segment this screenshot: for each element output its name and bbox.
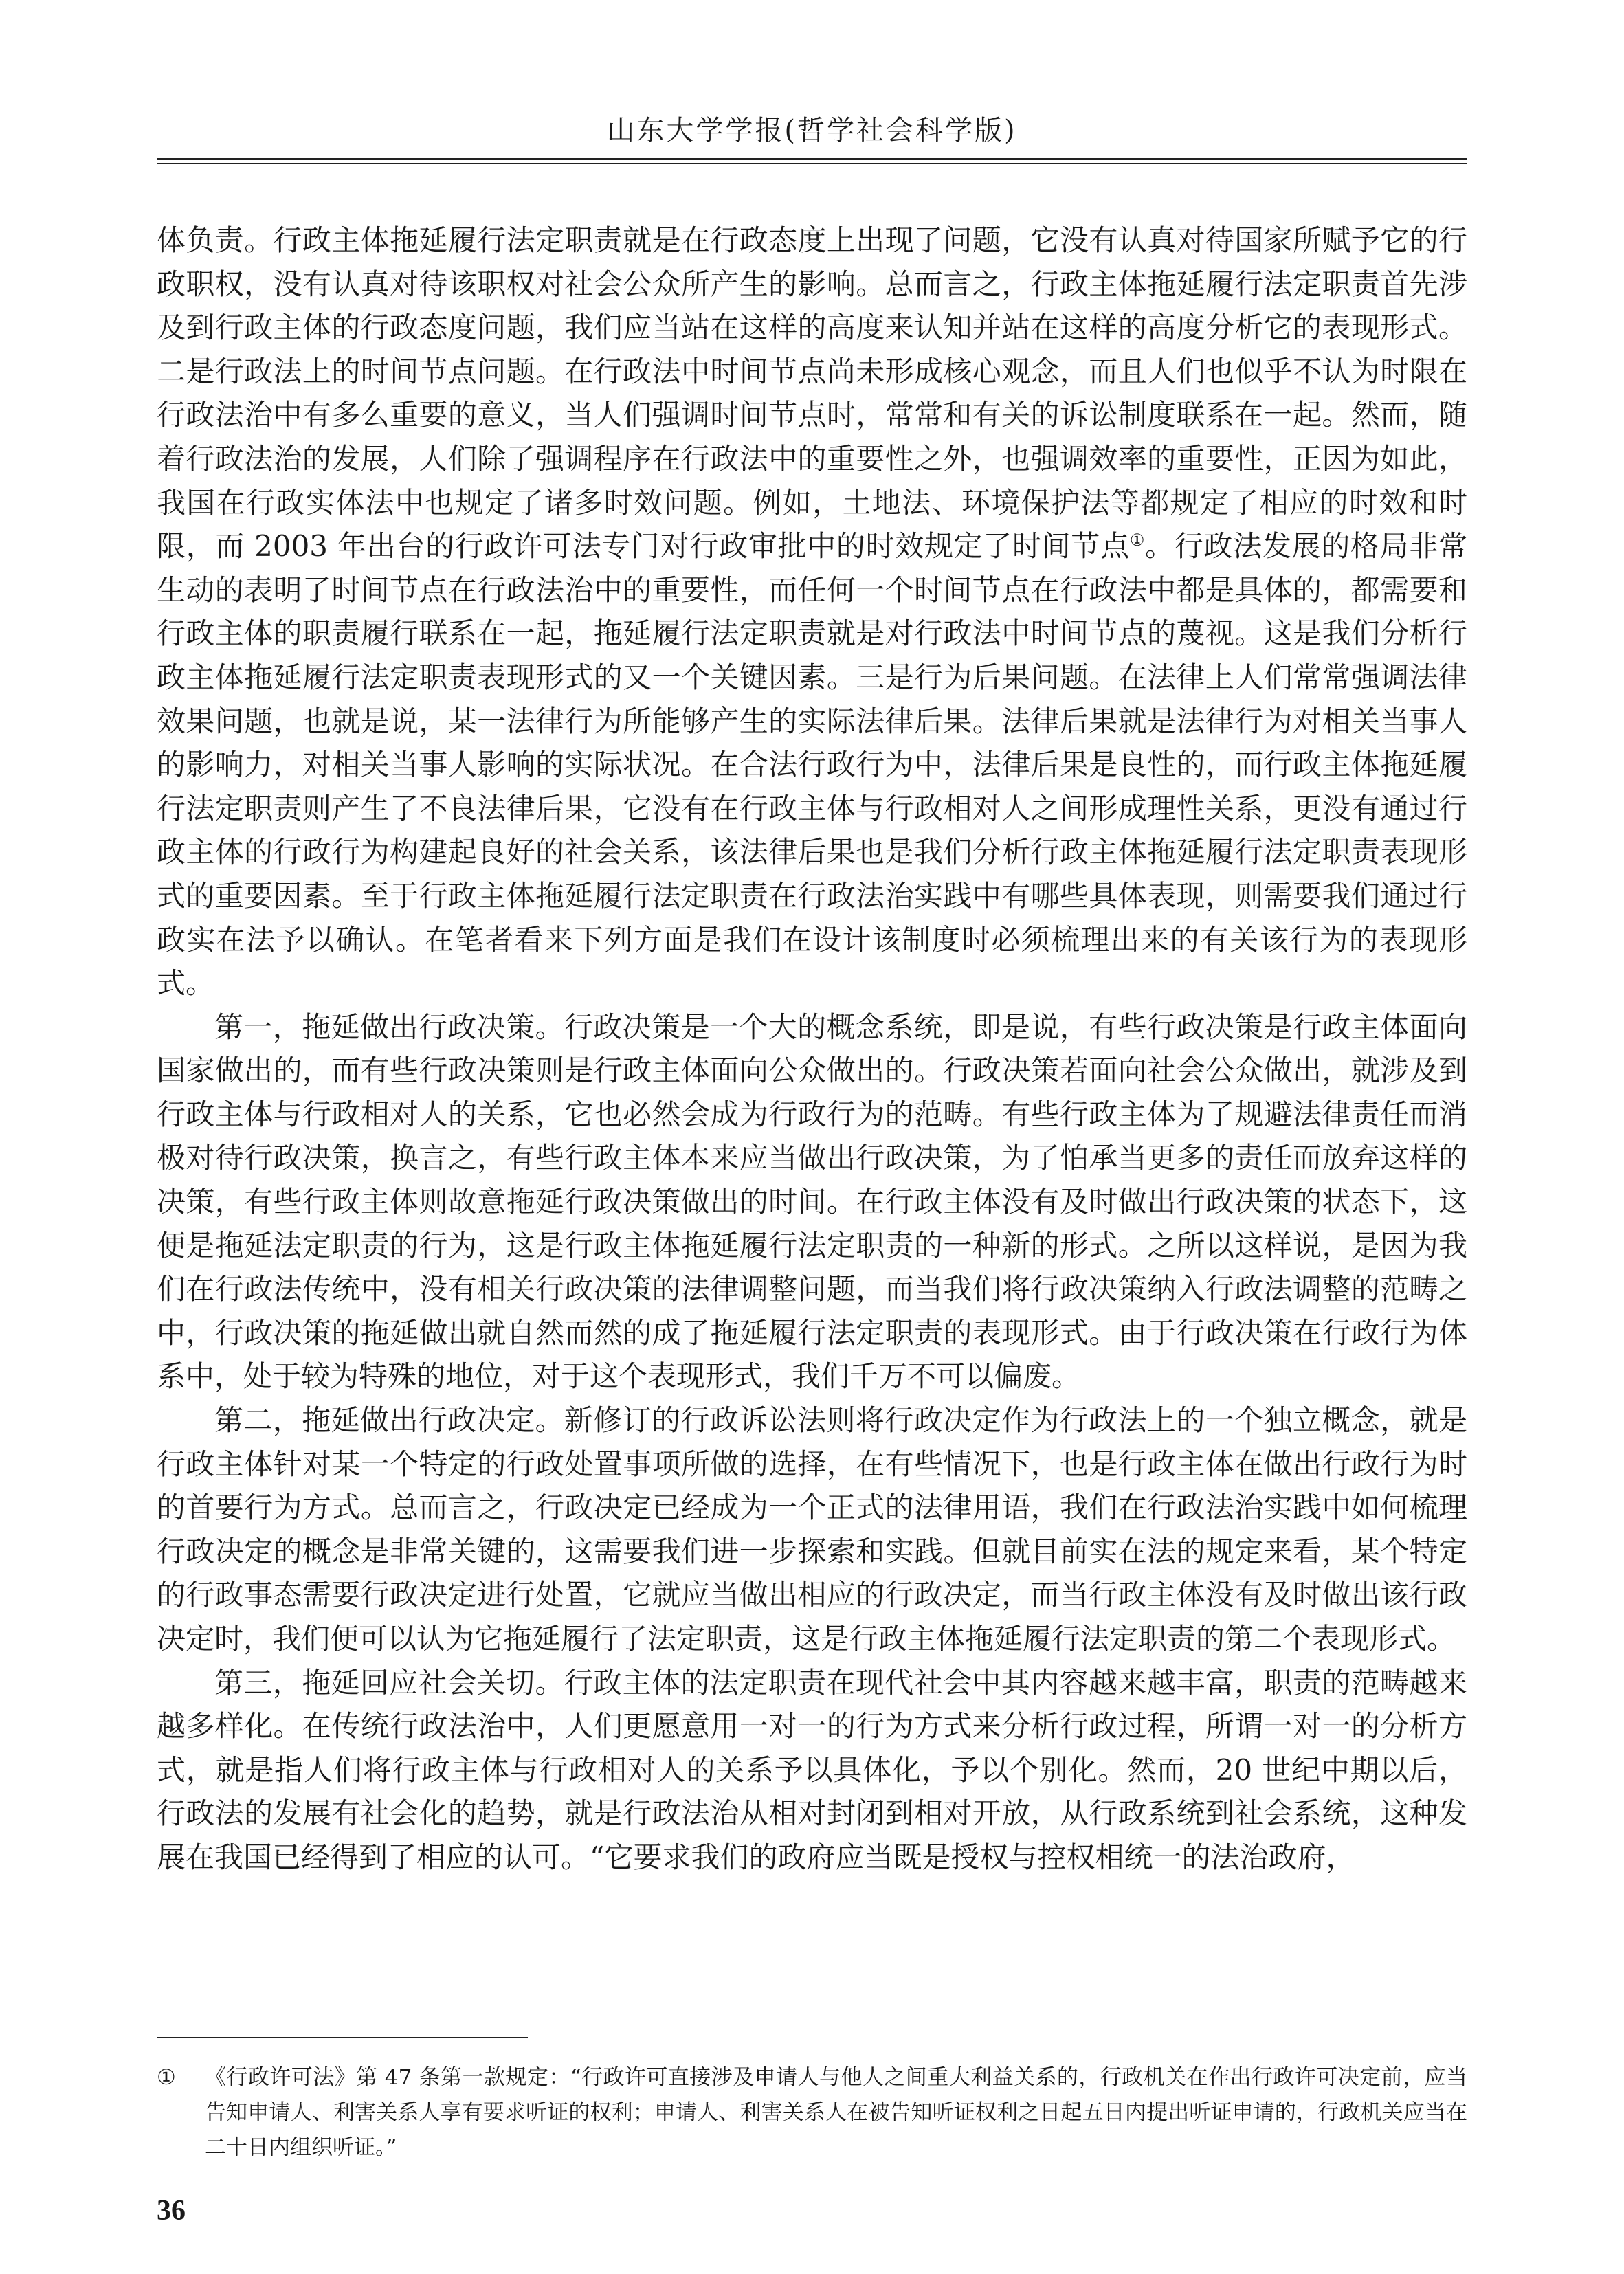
- article-body: [157, 219, 1467, 1880]
- paragraph-text-after-footnote: 。行政法发展的格局非常生动的表明了时间节点在行政法治中的重要性，而任何一个时间节点在行政法中都是具体的，都需要和行政主体的职责履行联系在一起，拖延履行法定职责就是对行政法中时间节点的蔑视。这是我们分析行政主体拖延履行法定职责表现形式的又一个关键因素。三是行为后果问题。在法律上人们常常强调法律效果问题，也就是说，某一法律行为所能够产生的实际法律后果。法律后果就是法律行为对相关当事人的影响力，对相关当事人影响的实际状况。在合法行政行为中，法律后果是良性的，而行政主体拖延履行法定职责则产生了不良法律后果，它没有在行政主体与行政相对人之间形成理性关系，更没有通过行政主体的行政行为构建起良好的社会关系，该法律后果也是我们分析行政主体拖延履行法定职责表现形式的重要因素。至于行政主体拖延履行法定职责在行政法治实践中有哪些具体表现，则需要我们通过行政实在法予以确认。在笔者看来下列方面是我们在设计该制度时必须梳理出来的有关该行为的表现形式。: [157, 529, 1467, 1001]
- footnote-rule: [157, 2037, 528, 2038]
- footnote-text: 《行政许可法》第 47 条第一款规定：“行政许可直接涉及申请人与他人之间重大利益关系的，行政机关在作出行政许可决定前，应当告知申请人、利害关系人享有要求听证的权利；申请人、利害关系人在被告知听证权利之日起五日内提出听证申请的，行政机关应当在二十日内组织听证。”: [205, 2065, 1467, 2160]
- paragraph-text-before-footnote: 体负责。行政主体拖延履行法定职责就是在行政态度上出现了问题，它没有认真对待国家所赋予它的行政职权，没有认真对待该职权对社会公众所产生的影响。总而言之，行政主体拖延履行法定职责首先涉及到行政主体的行政态度问题，我们应当站在这样的高度来认知并站在这样的高度分析它的表现形式。二是行政法上的时间节点问题。在行政法中时间节点尚未形成核心观念，而且人们也似乎不认为时限在行政法治中有多么重要的意义，当人们强调时间节点时，常常和有关的诉讼制度联系在一起。然而，随着行政法治的发展，人们除了强调程序在行政法中的重要性之外，也强调效率的重要性，正因为如此，我国在行政实体法中也规定了诸多时效问题。例如，土地法、环境保护法等都规定了相应的时效和时限，而 2003 年出台的行政许可法专门对行政审批中的时效规定了时间节点: [157, 223, 1467, 564]
- paragraph-third-point: 第三，拖延回应社会关切。行政主体的法定职责在现代社会中其内容越来越丰富，职责的范畴越来越多样化。在传统行政法治中，人们更愿意用一对一的行为方式来分析行政过程，所谓一对一的分析方式，就是指人们将行政主体与行政相对人的关系予以具体化，予以个别化。然而，20 世纪中期以后，行政法的发展有社会化的趋势，就是行政法治从相对封闭到相对开放，从行政系统到社会系统，这种发展在我国已经得到了相应的认可。“它要求我们的政府应当既是授权与控权相统一的法治政府，: [157, 1665, 1467, 1874]
- header-rule: [157, 158, 1467, 160]
- paragraph-first-point: 第一，拖延做出行政决策。行政决策是一个大的概念系统，即是说，有些行政决策是行政主体面向国家做出的，而有些行政决策则是行政主体面向公众做出的。行政决策若面向社会公众做出，就涉及到行政主体与行政相对人的关系，它也必然会成为行政行为的范畴。有些行政主体为了规避法律责任而消极对待行政决策，换言之，有些行政主体本来应当做出行政决策，为了怕承当更多的责任而放弃这样的决策，有些行政主体则故意拖延行政决策做出的时间。在行政主体没有及时做出行政决策的状态下，这便是拖延法定职责的行为，这是行政主体拖延履行法定职责的一种新的形式。之所以这样说，是因为我们在行政法传统中，没有相关行政决策的法律调整问题，而当我们将行政决策纳入行政法调整的范畴之中，行政决策的拖延做出就自然而然的成了拖延履行法定职责的表现形式。由于行政决策在行政行为体系中，处于较为特殊的地位，对于这个表现形式，我们千万不可以偏废。: [157, 1010, 1467, 1394]
- paragraph-continued: [157, 219, 1467, 1005]
- footnote-reference[interactable]: ①: [1129, 531, 1146, 550]
- journal-title: 山东大学学报(哲学社会科学版): [607, 115, 1017, 146]
- running-header: [157, 103, 1467, 158]
- footnote-mark: ①: [157, 2065, 176, 2090]
- page-number: 36: [157, 2195, 186, 2227]
- paragraph-second-point: 第二，拖延做出行政决定。新修订的行政诉讼法则将行政决定作为行政法上的一个独立概念，就是行政主体针对某一个特定的行政处置事项所做的选择，在有些情况下，也是行政主体在做出行政行为时的首要行为方式。总而言之，行政决定已经成为一个正式的法律用语，我们在行政法治实践中如何梳理行政决定的概念是非常关键的，这需要我们进一步探索和实践。但就目前实在法的规定来看，某个特定的行政事态需要行政决定进行处置，它就应当做出相应的行政决定，而当行政主体没有及时做出该行政决定时，我们便可以认为它拖延履行了法定职责，这是行政主体拖延履行法定职责的第二个表现形式。: [157, 1403, 1467, 1656]
- header-rule-thin: [157, 163, 1467, 164]
- footnote: [157, 2060, 1467, 2165]
